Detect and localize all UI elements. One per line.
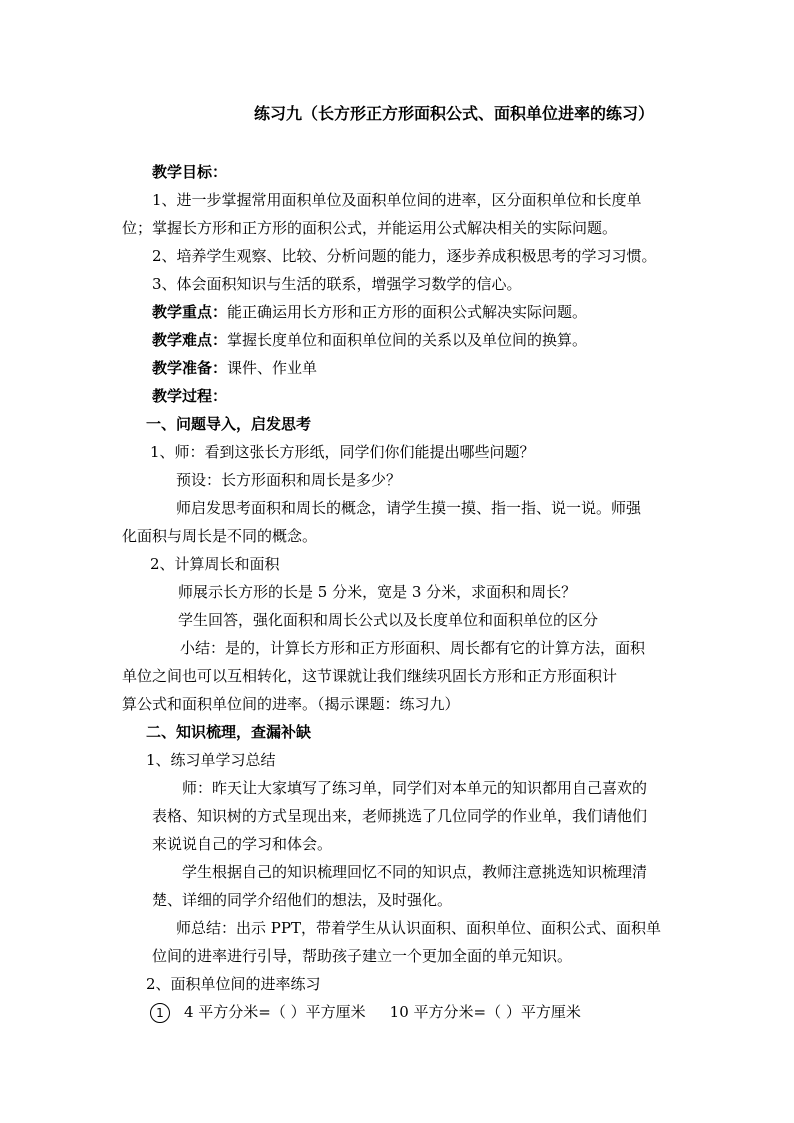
exercise-number-circle: 1 [150, 1003, 170, 1023]
section-1-paragraph-2: 预设：长方形面积和周长是多少？ [176, 471, 402, 489]
section-1-paragraph-5: 师展示长方形的长是 5 分米，宽是 3 分米，求面积和周长？ [178, 583, 577, 601]
section-1-paragraph-4: 2、计算周长和面积 [150, 555, 280, 573]
key-point-text: 能正确运用长方形和正方形的面积公式解决实际问题。 [227, 303, 588, 321]
goal-1-line-1: 1、进一步掌握常用面积单位及面积单位间的进率，区分面积单位和长度单 [152, 191, 642, 209]
preparation [152, 358, 317, 378]
section-2-paragraph-2-line-3: 来说说自己的学习和体会。 [152, 835, 333, 853]
goal-2: 2、培养学生观察、比较、分析问题的能力，逐步养成积极思考的学习习惯。 [152, 247, 657, 265]
goals-heading: 教学目标： [152, 163, 228, 181]
section-1-heading: 一、问题导入，启发思考 [146, 415, 312, 433]
goal-3: 3、体会面积知识与生活的联系，增强学习数学的信心。 [152, 275, 522, 293]
exercise-row [150, 1002, 581, 1023]
section-1-paragraph-3-line-2: 化面积与周长是不同的概念。 [122, 527, 318, 545]
section-1-paragraph-6: 学生回答，强化面积和周长公式以及长度单位和面积单位的区分 [178, 611, 599, 629]
section-2-paragraph-4-line-2: 位间的进率进行引导，帮助孩子建立一个更加全面的单元知识。 [152, 947, 573, 965]
difficulty-label: 教学难点： [152, 331, 228, 349]
key-point [152, 302, 587, 322]
section-1-paragraph-3-line-1: 师启发思考面积和周长的概念，请学生摸一摸、指一指、说一说。师强 [176, 499, 642, 517]
process-heading: 教学过程： [152, 387, 228, 405]
section-1-summary-line-2: 单位之间也可以互相转化，这节课就让我们继续巩固长方形和正方形面积计 [122, 667, 618, 685]
key-point-label: 教学重点： [152, 303, 228, 321]
section-1-summary-line-3: 算公式和面积单位间的进率。（揭示课题：练习九） [122, 695, 460, 713]
goal-1-line-2: 位；掌握长方形和正方形的面积公式，并能运用公式解决相关的实际问题。 [122, 219, 618, 237]
section-2-paragraph-5: 2、面积单位间的进率练习 [146, 975, 321, 993]
difficulty-text: 掌握长度单位和面积单位间的关系以及单位间的换算。 [227, 331, 588, 349]
section-2-paragraph-4-line-1: 师总结：出示 PPT，带着学生从认识面积、面积单位、面积公式、面积单 [176, 919, 661, 937]
section-2-paragraph-3-line-1: 学生根据自己的知识梳理回忆不同的知识点，教师注意挑选知识梳理清 [182, 863, 648, 881]
section-1-summary-line-1: 小结：是的，计算长方形和正方形面积、周长都有它的计算方法，面积 [180, 639, 646, 657]
section-1-paragraph-1: 1、师：看到这张长方形纸，同学们你们能提出哪些问题？ [150, 443, 535, 461]
exercise-question-1: 4 平方分米=（ ）平方厘米 [184, 1003, 366, 1021]
section-2-paragraph-2-line-1: 师：昨天让大家填写了练习单，同学们对本单元的知识都用自己喜欢的 [182, 779, 648, 797]
section-2-paragraph-1: 1、练习单学习总结 [146, 751, 276, 769]
difficulty-point [152, 330, 587, 350]
preparation-label: 教学准备： [152, 359, 228, 377]
preparation-text: 课件、作业单 [227, 359, 318, 377]
section-2-heading: 二、知识梳理，查漏补缺 [146, 723, 312, 741]
exercise-question-2: 10 平方分米=（ ）平方厘米 [389, 1003, 581, 1021]
section-2-paragraph-3-line-2: 楚、详细的同学介绍他们的想法，及时强化。 [152, 891, 453, 909]
document-title: 练习九（长方形正方形面积公式、面积单位进率的练习） [254, 104, 655, 123]
section-2-paragraph-2-line-2: 表格、知识树的方式呈现出来，老师挑选了几位同学的作业单，我们请他们 [152, 807, 648, 825]
